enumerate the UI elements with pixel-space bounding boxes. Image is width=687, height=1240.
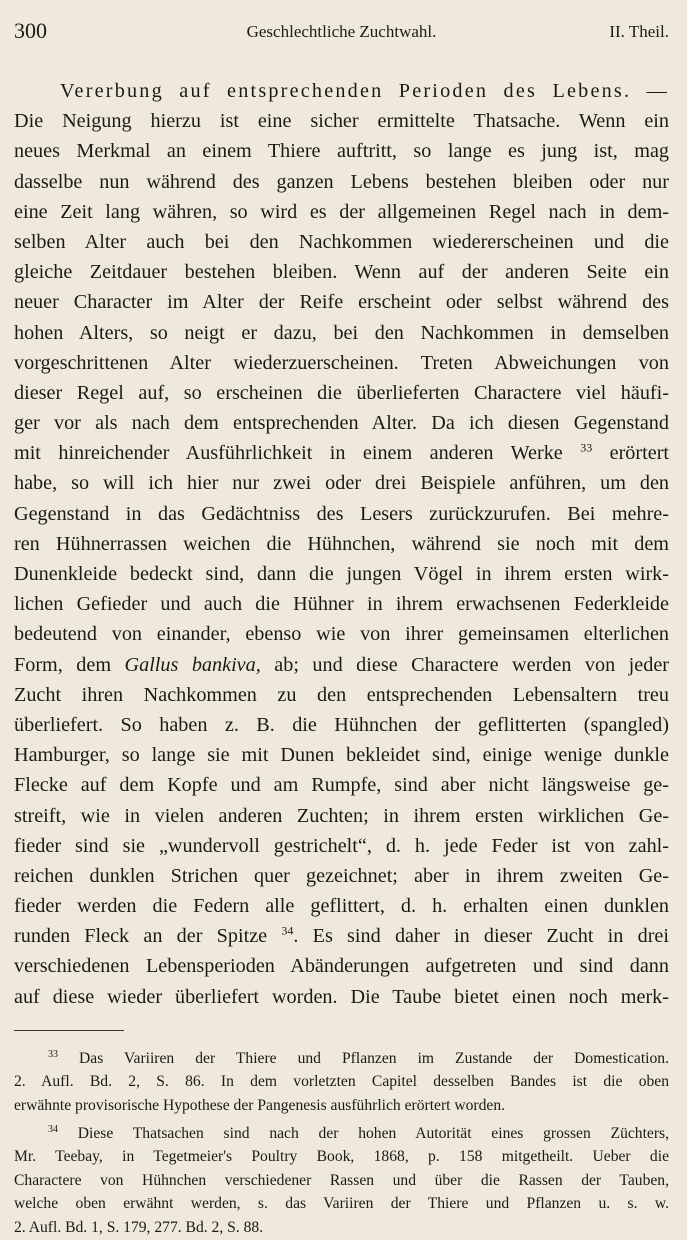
species-name: Gallus bankiva, <box>124 653 261 676</box>
page-header <box>14 14 669 54</box>
text-line: fieder sind sie „wundervoll gestrichelt“, d. h. jede Feder ist von zahl- <box>14 834 669 857</box>
footnote-33 <box>14 1047 669 1071</box>
text-segment: Form, dem <box>14 653 112 676</box>
text-line: fieder werden die Federn alle geflittert, d. h. erhalten einen dunklen <box>14 895 669 918</box>
footnote-line: erwähnte provisorische Hypothese der Pangenesis ausführlich erörtert worden. <box>14 1097 506 1114</box>
footnote-line: Charactere von Hühnchen verschiedener Rassen und über die Rassen der Tauben, <box>14 1171 669 1189</box>
footnote-text: Diese Thatsachen sind nach der hohen Autorität eines grossen Züchters, <box>77 1124 669 1142</box>
text-line: dasselbe nun während des ganzen Lebens bestehen bleiben oder nur <box>14 170 669 193</box>
text-line: dieser Regel auf, so erscheinen die überlieferten Charactere viel häufi- <box>14 381 669 404</box>
text-segment: runden Fleck an der Spitze <box>14 925 268 948</box>
text-segment: . Es sind daher in dieser Zucht in drei <box>293 925 669 948</box>
running-title: Geschlechtliche Zuchtwahl. <box>246 22 437 41</box>
text-line: Die Neigung hierzu ist eine sicher ermittelte Thatsache. Wenn ein <box>14 110 669 133</box>
footnote-number: 34 <box>48 1123 58 1135</box>
text-line: überliefert. So haben z. B. die Hühnchen der geflitterten (spangled) <box>14 713 669 736</box>
page-number: 300 <box>14 18 47 43</box>
text-line: bedeutend von einander, ebenso wie von ihrer gemeinsamen elterlichen <box>14 623 669 646</box>
text-segment: mit hinreichender Ausführlichkeit in einem anderen Werke <box>14 442 563 465</box>
footnote-number: 33 <box>48 1048 58 1060</box>
footnotes <box>14 1047 669 1240</box>
part-label: II. Theil. <box>609 22 669 41</box>
text-line: streift, wie in vielen anderen Zuchten; in ihrem ersten wirklichen Ge- <box>14 804 669 827</box>
text-line: gleiche Zeitdauer bestehen bleiben. Wenn auf der anderen Seite ein <box>14 261 669 284</box>
text-line: neues Merkmal an einem Thiere auftritt, so lange es jung ist, mag <box>14 140 669 163</box>
text-line: eine Zeit lang währen, so wird es der allgemeinen Regel nach in dem- <box>14 200 669 223</box>
text-line: habe, so will ich hier nur zwei oder drei Beispiele anführen, um den <box>14 472 669 495</box>
text-line: ger vor als nach dem entsprechenden Alter. Da ich diesen Gegenstand <box>14 412 669 435</box>
text-line: vorgeschrittenen Alter wiederzuerscheinen. Treten Abweichungen von <box>14 351 669 374</box>
text-line: auf diese wieder überliefert worden. Die Taube bietet einen noch merk- <box>14 985 669 1008</box>
text-line <box>14 650 669 680</box>
text-line: Dunenkleide bedeckt sind, dann die jungen Vögel in ihrem ersten wirk- <box>14 563 669 585</box>
text-line: lichen Gefieder und auch die Hühner in ihrem erwachsenen Federkleide <box>14 593 669 616</box>
footnote-line: 2. Aufl. Bd. 1, S. 179, 277. Bd. 2, S. 88. <box>14 1218 264 1236</box>
footnote-line: welche oben erwähnt werden, s. das Variiren der Thiere und Pflanzen u. s. w. <box>14 1195 669 1213</box>
text-line: Flecke auf dem Kopfe und am Rumpfe, sind aber nicht längsweise ge- <box>14 774 669 797</box>
text-line: verschiedenen Lebensperioden Abänderungen aufgetreten und sind dann <box>14 955 669 978</box>
text-line <box>14 921 669 951</box>
text-line: selben Alter auch bei den Nachkommen wiedererscheinen und die <box>14 230 669 253</box>
text-line: Vererbung auf entsprechenden Perioden des Lebens. — <box>60 80 669 102</box>
footnote-text: Das Variiren der Thiere und Pflanzen im Zustande der Domestication. <box>79 1049 669 1067</box>
footnote-line: 2. Aufl. Bd. 2, S. 86. In dem vorletzten Capitel desselben Bandes ist die oben <box>14 1073 669 1091</box>
text-line: Hamburger, so lange sie mit Dunen bekleidet sind, einige wenige dunkle <box>14 744 669 767</box>
body-text <box>14 76 669 1012</box>
footnote-34 <box>14 1122 669 1146</box>
text-line: reichen dunklen Strichen quer gezeichnet; aber in ihrem zweiten Ge- <box>14 864 669 887</box>
text-line: Zucht ihren Nachkommen zu den entsprechenden Lebensaltern treu <box>14 683 669 706</box>
text-line: hohen Alters, so neigt er dazu, bei den Nachkommen in demselben <box>14 321 669 344</box>
footnote-divider <box>14 1030 124 1031</box>
footnote-reference[interactable]: 33 <box>580 440 593 455</box>
text-segment: ab; und diese Charactere werden von jeder <box>274 653 669 676</box>
text-line <box>14 438 669 468</box>
footnote-reference[interactable]: 34 <box>281 923 294 938</box>
text-segment: erörtert <box>609 442 669 465</box>
text-line: neuer Character im Alter der Reife erscheint oder selbst während des <box>14 291 669 314</box>
text-line: ren Hühnerrassen weichen die Hühnchen, während sie noch mit dem <box>14 532 669 555</box>
footnote-line: Mr. Teebay, in Tegetmeier's Poultry Book, 1868, p. 158 mitgetheilt. Ueber die <box>14 1148 669 1166</box>
text-line: Gegenstand in das Gedächtniss des Lesers zurückzurufen. Bei mehre- <box>14 502 669 525</box>
